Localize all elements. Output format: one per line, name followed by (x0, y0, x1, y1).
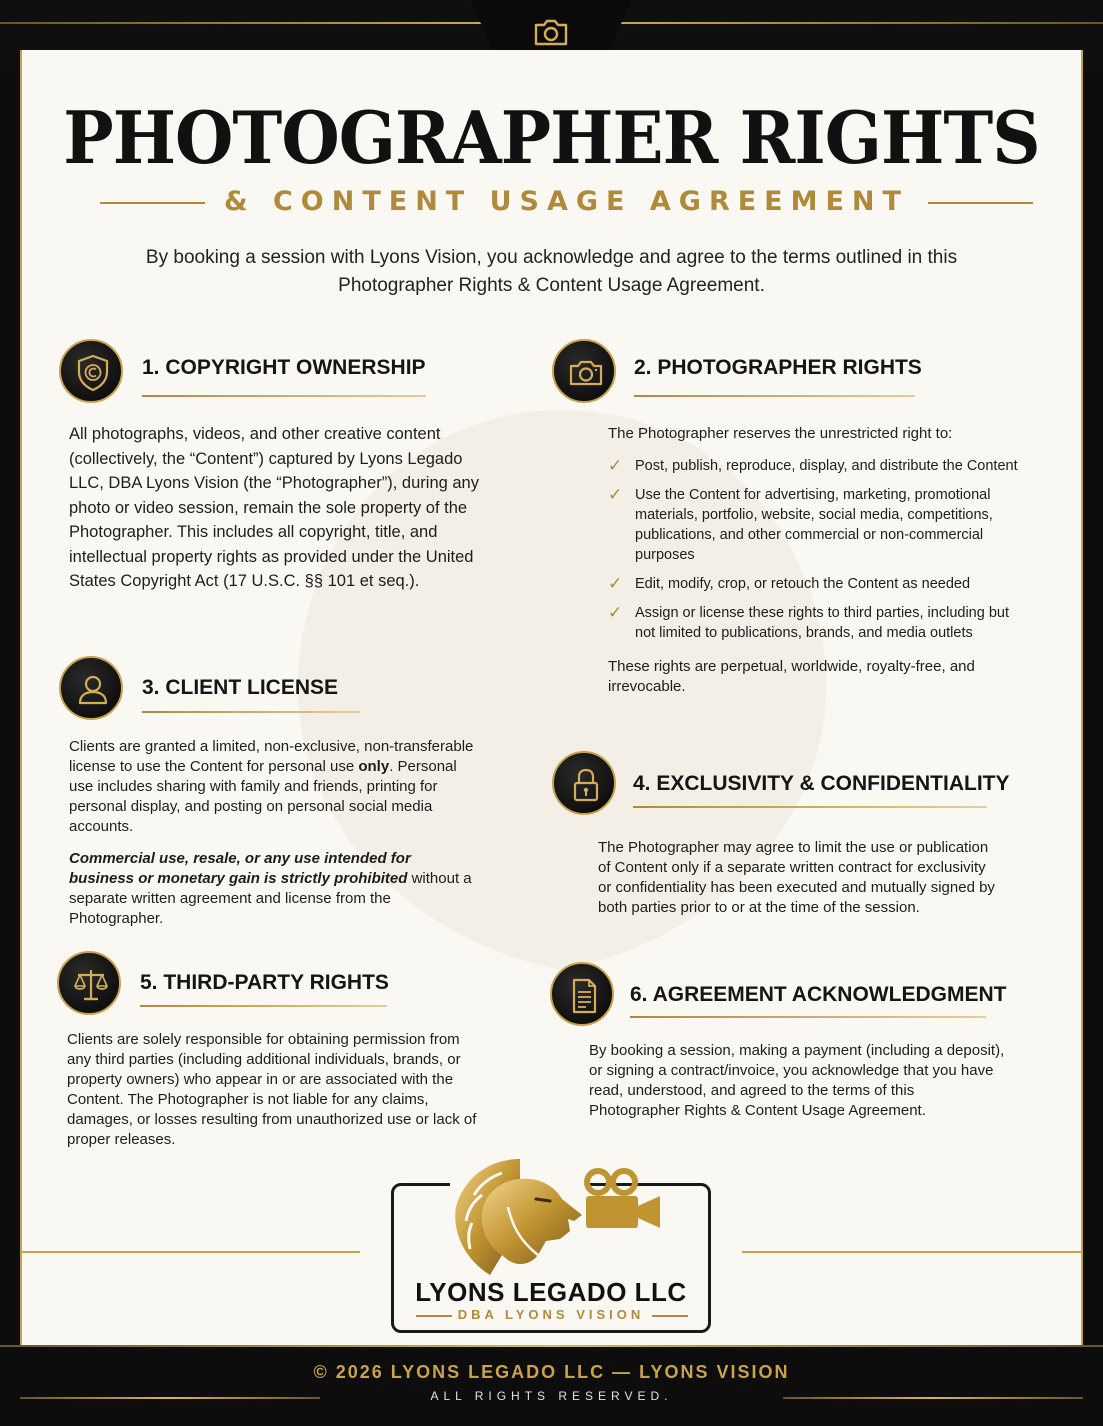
rights-list (608, 456, 1028, 643)
section-rule-exclusivity (633, 806, 987, 808)
list-item (608, 456, 1028, 476)
section-body-client-license (69, 737, 479, 941)
section-title-client-license: 3. CLIENT LICENSE (142, 676, 339, 699)
company-dba: DBA LYONS VISION (457, 1307, 645, 1322)
user-icon (73, 670, 113, 710)
padlock-icon (566, 765, 606, 805)
check-icon: ✓ (608, 456, 623, 475)
video-camera-icon (584, 1168, 662, 1232)
client-license-text: without a separate written agreement and license from the Photographer. (69, 870, 472, 927)
third-party-badge (57, 951, 121, 1015)
rights-lead: The Photographer reserves the unrestricted right to: (608, 425, 953, 442)
check-icon: ✓ (608, 574, 623, 593)
list-item (608, 603, 1028, 643)
rights-item-text: Edit, modify, crop, or retouch the Content as needed (635, 576, 971, 592)
company-name: LYONS LEGADO LLC (415, 1277, 687, 1307)
section-rule-photographer-rights (634, 395, 915, 397)
rights-item-text: Assign or license these rights to third parties, including but not limited to publications, brands, and media outlets (635, 605, 1009, 641)
section-body-third-party: Clients are solely responsible for obtaining permission from any third parties (including additional individuals, brands, or property owners) who appear in or are associated with the Content. The Photographer is not liable for any claims, damages, or losses resulting from unauthorized use or lack of proper releases. (67, 1031, 477, 1148)
section-rule-copyright (142, 395, 426, 397)
rights-item-text: Post, publish, reproduce, display, and distribute the Content (635, 458, 1018, 474)
page-title: PHOTOGRAPHER RIGHTS (63, 95, 1040, 180)
lion-head-logo-icon (450, 1155, 590, 1283)
section-title-third-party: 5. THIRD-PARTY RIGHTS (140, 971, 389, 994)
section-body-acknowledgment: By booking a session, making a payment (including a deposit), or signing a contract/invoice, you acknowledge that you have read, understood, and agreed to the terms of this Photographer Rights & Content Usage Agreement. (589, 1042, 1005, 1119)
copyright-badge (59, 339, 123, 403)
section-rule-client-license (142, 711, 360, 713)
footer-gold-line (0, 1345, 1103, 1347)
section-rule-acknowledgment (630, 1016, 986, 1018)
page-subtitle: & CONTENT USAGE AGREEMENT (224, 186, 909, 217)
document-icon (564, 976, 604, 1016)
footer-rights: ALL RIGHTS RESERVED. (430, 1389, 673, 1403)
section-title-exclusivity: 4. EXCLUSIVITY & CONFIDENTIALITY (633, 772, 1010, 795)
section-body-exclusivity: The Photographer may agree to limit the use or publication of Content only if a separate written contract for exclusivity or confidentiality has been executed and mutually signed by both parties prior to or at the time of the session. (598, 839, 995, 916)
client-license-emphasis: only (358, 758, 390, 775)
photographer-rights-badge (552, 339, 616, 403)
footer-copyright: © 2026 LYONS LEGADO LLC — LYONS VISION (313, 1362, 790, 1382)
client-license-text: Clients are granted a limited, non-exclusive, non-transferable license to use the Content for personal use (69, 738, 474, 775)
rights-closing: These rights are perpetual, worldwide, royalty-free, and irrevocable. (608, 658, 975, 695)
commercial-prohibition-text: Commercial use, resale, or any use intended for business or monetary gain is strictly prohibited (69, 850, 411, 887)
section-rule-third-party (140, 1005, 387, 1007)
check-icon: ✓ (608, 485, 623, 504)
intro-text: By booking a session with Lyons Vision, you acknowledge and agree to the terms outlined in this Photographer Rights & Content Usage Agreement. (145, 247, 958, 296)
scales-icon (71, 965, 111, 1005)
shield-copyright-icon (73, 353, 113, 393)
dba-rule-right (652, 1315, 688, 1317)
subtitle-rule-right (928, 202, 1033, 204)
list-item (608, 485, 1028, 565)
section-body-photographer-rights (608, 424, 1028, 709)
logo-side-rule-left (22, 1251, 360, 1253)
camera-icon (533, 17, 569, 47)
section-title-acknowledgment: 6. AGREEMENT ACKNOWLEDGMENT (630, 983, 1007, 1006)
footer-banner (0, 1345, 1103, 1426)
section-title-photographer-rights: 2. PHOTOGRAPHER RIGHTS (634, 356, 922, 379)
client-license-text: . Personal use includes sharing with family and friends, printing for personal display, and posting on personal social media accounts. (69, 758, 457, 835)
subtitle-row (100, 186, 1033, 220)
check-icon: ✓ (608, 603, 623, 622)
logo-side-rule-right (742, 1251, 1081, 1253)
rights-item-text: Use the Content for advertising, marketing, promotional materials, portfolio, website, social media, competitions, publications, and other commercial or non-commercial purposes (635, 487, 993, 563)
client-license-paragraph-1 (69, 737, 479, 837)
acknowledgment-badge (550, 962, 614, 1026)
section-title-copyright: 1. COPYRIGHT OWNERSHIP (142, 356, 426, 379)
exclusivity-badge (552, 751, 616, 815)
client-license-badge (59, 656, 123, 720)
list-item (608, 574, 1028, 594)
client-license-paragraph-2 (69, 849, 479, 929)
camera-icon (566, 353, 606, 393)
section-body-copyright: All photographs, videos, and other creative content (collectively, the “Content”) captured by Lyons Legado LLC, DBA Lyons Vision (the “Photographer”), during any photo or video session, remain the sole property of the Photographer. This includes all copyright, title, and intellectual property rights as provided under the United States Copyright Act (17 U.S.C. §§ 101 et seq.). (69, 425, 479, 590)
